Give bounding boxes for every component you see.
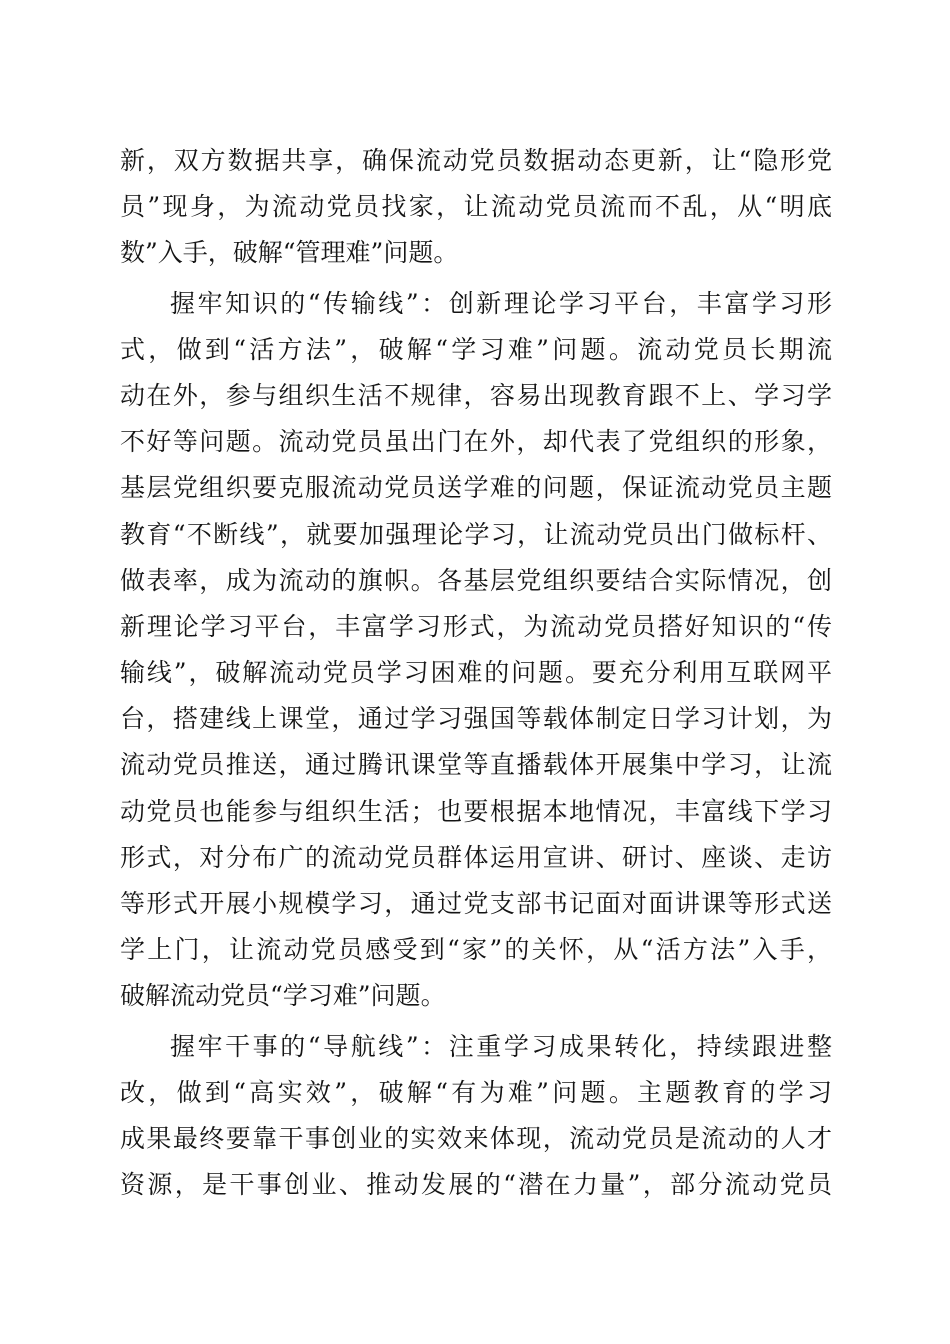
text-line: 式，做到“活方法”，破解“学习难”问题。流动党员长期流 [120,334,832,364]
paragraph [120,1024,832,1209]
text-line: 基层党组织要克服流动党员送学难的问题，保证流动党员主题 [120,473,832,503]
text-line: 新，双方数据共享，确保流动党员数据动态更新，让“隐形党 [120,146,832,175]
text-line: 等形式开展小规模学习，通过党支部书记面对面讲课等形式送 [120,889,832,918]
text-line: 新理论学习平台，丰富学习形式，为流动党员搭好知识的“传 [120,611,832,641]
text-line: 教育“不断线”，就要加强理论学习，让流动党员出门做标杆、 [120,519,832,549]
paragraph [120,281,832,1020]
text-line: 流动党员推送，通过腾讯课堂等直播载体开展集中学习，让流 [120,750,832,780]
text-line: 台，搭建线上课堂，通过学习强国等载体制定日学习计划，为 [120,704,832,734]
text-line: 握牢干事的“导航线”：注重学习成果转化，持续跟进整 [170,1031,832,1061]
text-line: 输线”，破解流动党员学习困难的问题。要充分利用互联网平 [120,658,832,688]
text-line: 破解流动党员“学习难”问题。 [120,981,446,1011]
text-line: 动在外，参与组织生活不规律，容易出现教育跟不上、学习学 [120,380,832,410]
text-line: 数”入手，破解“管理难”问题。 [120,238,459,268]
text-line: 学上门，让流动党员感受到“家”的关怀，从“活方法”入手， [120,935,832,965]
text-line: 形式，对分布广的流动党员群体运用宣讲、研讨、座谈、走访 [120,842,832,872]
body-text [120,138,832,1208]
text-line: 改，做到“高实效”，破解“有为难”问题。主题教育的学习 [120,1077,832,1107]
text-line: 动党员也能参与组织生活；也要根据本地情况，丰富线下学习 [120,796,832,826]
text-line: 员”现身，为流动党员找家，让流动党员流而不乱，从“明底 [120,192,832,222]
text-line: 做表率，成为流动的旗帜。各基层党组织要结合实际情况，创 [120,565,832,595]
text-line: 握牢知识的“传输线”：创新理论学习平台，丰富学习形 [170,288,832,318]
text-line: 不好等问题。流动党员虽出门在外，却代表了党组织的形象， [120,427,832,457]
text-line: 资源，是干事创业、推动发展的“潜在力量”，部分流动党员 [120,1170,832,1200]
text-line: 成果最终要靠干事创业的实效来体现，流动党员是流动的人才 [120,1123,832,1153]
paragraph [120,138,832,277]
